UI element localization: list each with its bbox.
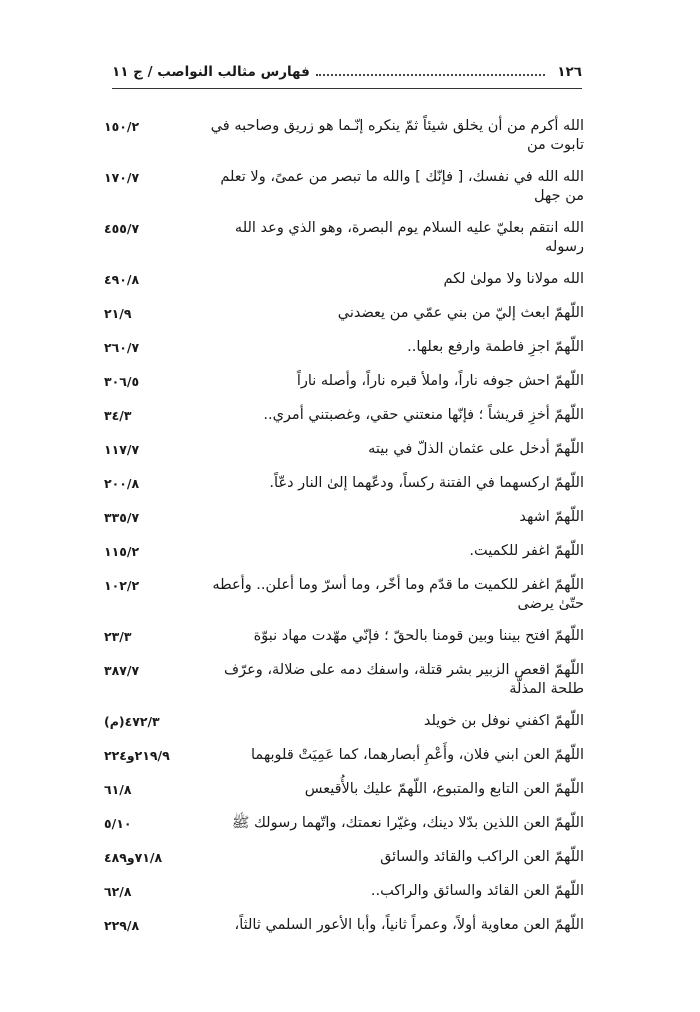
entry-reference: ١٠٢/٢ bbox=[104, 578, 140, 593]
entry-text: اللّهمّ أدخل على عثمان الذلّ في بيته bbox=[368, 441, 584, 457]
entry-text: اللّهمّ العن ابني فلان، وأَعْمِ أبصارهما، كما عَمِيَتْ قلوبهما bbox=[251, 747, 584, 763]
entry-text: اللّهمّ اكفني نوفل بن خويلد bbox=[423, 713, 584, 729]
entry-reference: ٥/١٠ bbox=[104, 816, 132, 831]
entry-reference: ٣٠٦/٥ bbox=[104, 374, 140, 389]
entry-reference: ٦٢/٨ bbox=[104, 884, 132, 899]
index-entry bbox=[104, 365, 584, 399]
entry-reference: ٤٥٥/٧ bbox=[104, 221, 140, 236]
index-entry bbox=[104, 467, 584, 501]
index-entry bbox=[104, 654, 584, 705]
entry-text: اللّهمّ احش جوفه ناراً، واملأ قبره ناراً، وأصله ناراً bbox=[296, 373, 584, 389]
entry-reference: ٦١/٨ bbox=[104, 782, 132, 797]
index-entry bbox=[104, 875, 584, 909]
entry-text: اللّهمّ العن التابع والمتبوع، اللّهمّ عليك بالأُقيعس bbox=[304, 781, 584, 797]
entry-reference: ٢٠٠/٨ bbox=[104, 476, 140, 491]
index-entry bbox=[104, 399, 584, 433]
entry-text: اللّهمّ اركسهما في الفتنة ركساً، ودعّهما إلىٰ النار دعّاً. bbox=[269, 475, 584, 491]
entry-reference: ١٧٠/٧ bbox=[104, 170, 140, 185]
entry-reference: ٧١/٨و٤٨٩ bbox=[104, 850, 163, 865]
entry-text: اللّهمّ العن اللذين بدّلا دينك، وغيّرا نعمتك، واتّهما رسولك ﷺ bbox=[231, 815, 584, 831]
entry-text: اللّهمّ اقعص الزبير بشر قتلة، واسفك دمه على ضلالة، وعرّف طلحة المذلّة bbox=[224, 662, 584, 697]
entry-reference: ٤٧٢/٣(م) bbox=[104, 714, 160, 729]
entry-text: اللّهمّ افتح بيننا وبين قومنا بالحقّ ؛ فإنّي مهّدت مهاد نبوّة bbox=[253, 628, 584, 644]
entry-text: اللّهمّ أخزِ قريشاً ؛ فإنّها منعتني حقي، وغصبتني أمري.. bbox=[263, 407, 584, 423]
entry-text: اللّهمّ اغفر للكميت. bbox=[469, 543, 584, 559]
running-title: فهارس مثالب النواصب / ج ١١ bbox=[112, 64, 310, 80]
entry-reference: ٣٣٥/٧ bbox=[104, 510, 140, 525]
index-entry bbox=[104, 807, 584, 841]
index-entry bbox=[104, 297, 584, 331]
index-entry bbox=[104, 535, 584, 569]
index-entry bbox=[104, 331, 584, 365]
index-entry bbox=[104, 841, 584, 875]
entry-reference: ٢٣/٣ bbox=[104, 629, 132, 644]
index-entry bbox=[104, 501, 584, 535]
index-entry bbox=[104, 909, 584, 943]
header-rule bbox=[112, 88, 582, 89]
index-entry bbox=[104, 705, 584, 739]
entry-reference: ٣٨٧/٧ bbox=[104, 663, 140, 678]
entry-reference: ٤٩٠/٨ bbox=[104, 272, 140, 287]
page-number: ١٢٦ bbox=[557, 64, 582, 80]
entry-reference: ١١٧/٧ bbox=[104, 442, 140, 457]
entry-reference: ١١٥/٢ bbox=[104, 544, 140, 559]
index-entry bbox=[104, 433, 584, 467]
entry-text: الله مولانا ولا مولىٰ لكم bbox=[443, 271, 584, 287]
entry-text: الله انتقم بعليّ عليه السلام يوم البصرة، وهو الذي وعد الله رسوله bbox=[234, 220, 584, 255]
entry-reference: ٢٦٠/٧ bbox=[104, 340, 140, 355]
entry-reference: ٢٢٩/٨ bbox=[104, 918, 140, 933]
index-entry bbox=[104, 161, 584, 212]
index-entries bbox=[104, 110, 584, 943]
entry-text: اللّهمّ ابعث إليّ من بني عمّي من يعضدني bbox=[337, 305, 584, 321]
index-entry bbox=[104, 620, 584, 654]
entry-text: اللّهمّ العن معاوية أولاً، وعمراً ثانياً، وأبا الأعور السلمي ثالثاً، bbox=[234, 917, 584, 933]
index-entry bbox=[104, 263, 584, 297]
index-entry bbox=[104, 569, 584, 620]
entry-text: الله الله في نفسك، [ فإنّك ] والله ما تبصر من عمىً، ولا تعلم من جهل bbox=[220, 169, 584, 204]
entry-reference: ٢١٩/٩و٢٢٤ bbox=[104, 748, 170, 763]
entry-text: الله أكرم من أن يخلق شيئاً ثمّ ينكره إنّـما هو زريق وصاحبه في تابوت من bbox=[210, 118, 584, 153]
entry-text: اللّهمّ اشهد bbox=[519, 509, 584, 525]
entry-text: اللّهمّ العن الراكب والقائد والسائق bbox=[380, 849, 584, 865]
entry-reference: ١٥٠/٢ bbox=[104, 119, 140, 134]
entry-text: اللّهمّ اغفر للكميت ما قدّم وما أخّر، وما أسرّ وما أعلن.. وأعطه حتّىٰ يرضى bbox=[212, 577, 584, 612]
dot-leader bbox=[316, 74, 545, 76]
entry-reference: ٣٤/٣ bbox=[104, 408, 132, 423]
entry-text: اللّهمّ اجزِ فاطمة وارفع بعلها.. bbox=[407, 339, 584, 355]
entry-text: اللّهمّ العن القائد والسائق والراكب.. bbox=[370, 883, 584, 899]
entry-reference: ٢١/٩ bbox=[104, 306, 132, 321]
index-entry bbox=[104, 212, 584, 263]
running-header bbox=[112, 58, 582, 86]
index-entry bbox=[104, 110, 584, 161]
index-entry bbox=[104, 773, 584, 807]
index-entry bbox=[104, 739, 584, 773]
